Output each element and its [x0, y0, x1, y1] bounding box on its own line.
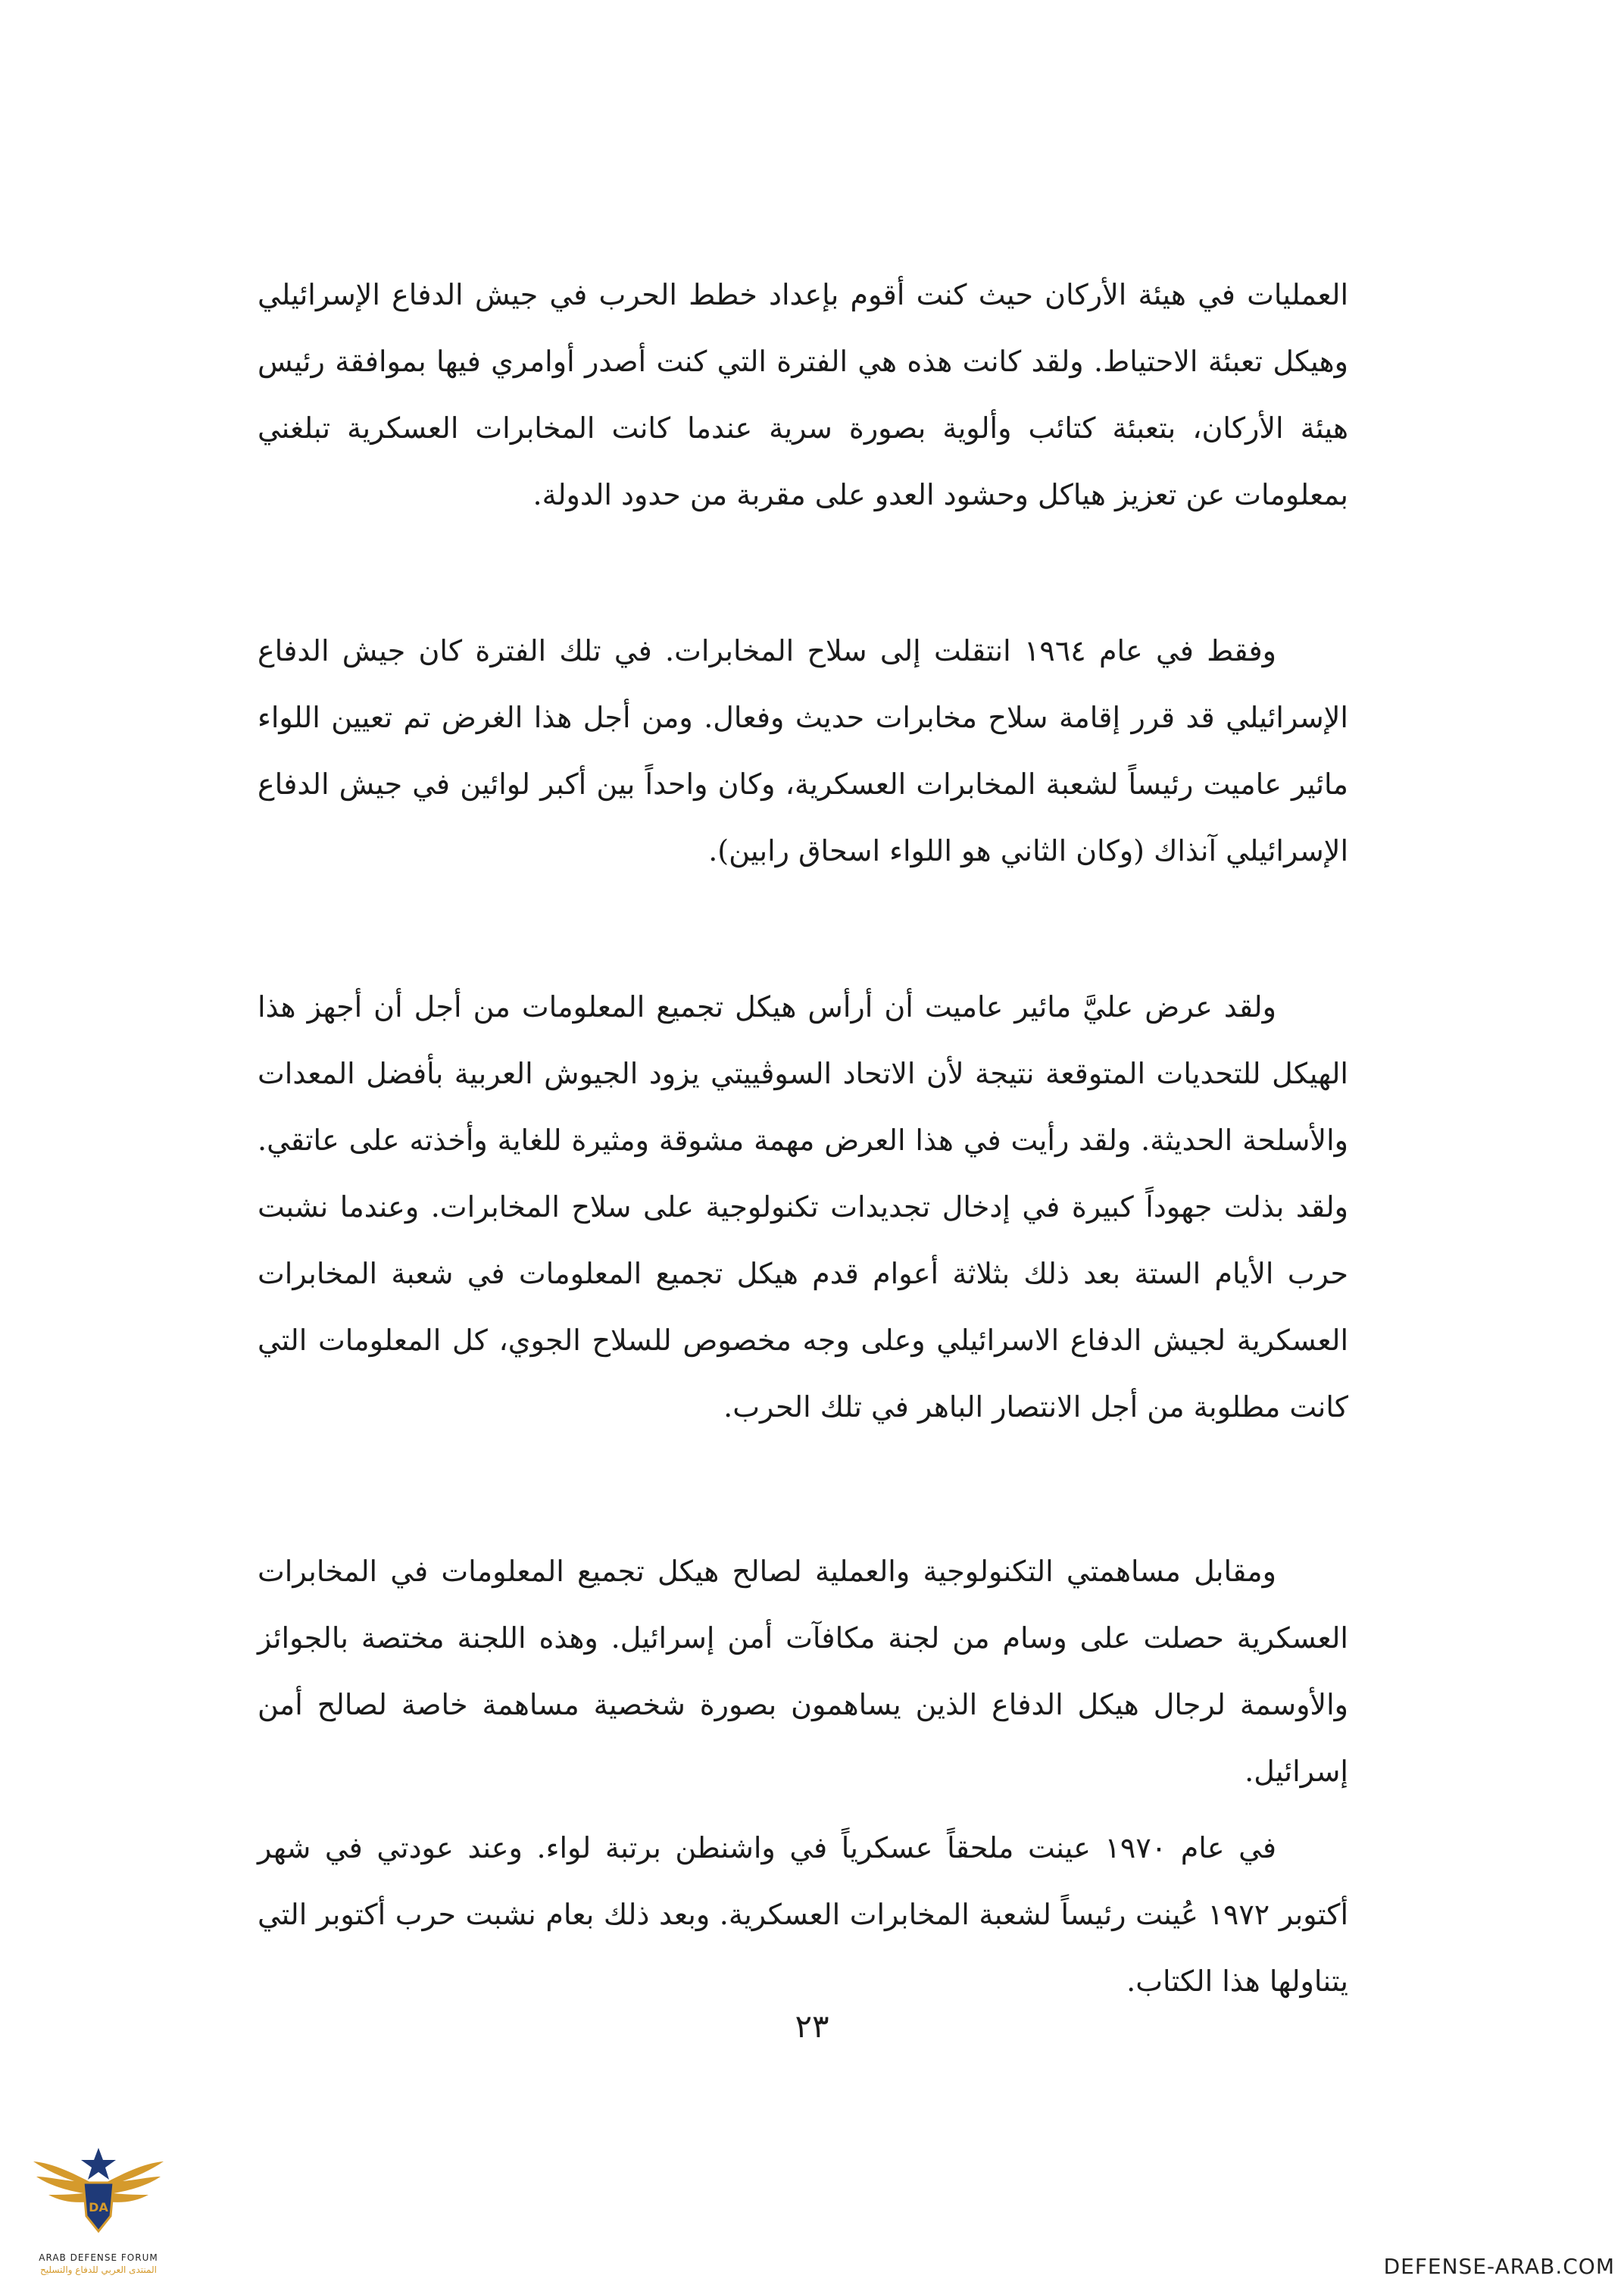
svg-text:DA: DA — [89, 2200, 108, 2214]
page-number: ٢٣ — [795, 2008, 829, 2045]
paragraph-5 — [258, 1814, 1348, 2014]
winged-shield-icon — [30, 2133, 167, 2246]
paragraph-2-text: وفقط في عام ١٩٦٤ انتقلت إلى سلاح المخابرات. في تلك الفترة كان جيش الدفاع الإسرائيلي قد قرر إقامة سلاح مخابرات حديث وفعال. ومن أجل هذا الغرض تم تعيين اللواء مائير عاميت رئيساً لشعبة المخابرات العسكرية، وكان واحداً بين أكبر لوائين في جيش الدفاع الإسرائيلي آنذاك (وكان الثاني هو اللواء اسحاق رابين). — [258, 634, 1348, 867]
paragraph-3-text: ولقد عرض عليَّ مائير عاميت أن أرأس هيكل تجميع المعلومات من أجل أن أجهز هذا الهيكل للتحديات المتوقعة نتيجة لأن الاتحاد السوڤييتي يزود الجيوش العربية بأفضل المعدات والأسلحة الحديثة. ولقد رأيت في هذا العرض مهمة مشوقة ومثيرة للغاية وأخذته على عاتقي. ولقد بذلت جهوداً كبيرة في إدخال تجديدات تكنولوجية على سلاح المخابرات. وعندما نشبت حرب الأيام الستة بعد ذلك بثلاثة أعوام قدم هيكل تجميع المعلومات في شعبة المخابرات العسكرية لجيش الدفاع الاسرائيلي وعلى وجه مخصوص للسلاح الجوي، كل المعلومات التي كانت مطلوبة من أجل الانتصار الباهر في تلك الحرب. — [258, 990, 1348, 1424]
paragraph-5-text: في عام ١٩٧٠ عينت ملحقاً عسكرياً في واشنطن برتبة لواء. وعند عودتي في شهر أكتوبر ١٩٧٢ عُينت رئيساً لشعبة المخابرات العسكرية. وبعد ذلك بعام نشبت حرب أكتوبر التي يتناولها هذا الكتاب. — [258, 1831, 1348, 1998]
forum-logo — [30, 2133, 167, 2277]
paragraph-1 — [258, 261, 1348, 528]
paragraph-2 — [258, 617, 1348, 884]
paragraph-3 — [258, 974, 1348, 1440]
paragraph-4-text: ومقابل مساهمتي التكنولوجية والعملية لصالح هيكل تجميع المعلومات في المخابرات العسكرية حصلت على وسام من لجنة مكافآت أمن إسرائيل. وهذه اللجنة مختصة بالجوائز والأوسمة لرجال هيكل الدفاع الذين يساهمون بصورة شخصية مساهمة خاصة لصالح أمن إسرائيل. — [258, 1555, 1348, 1788]
logo-caption-ar: المنتدى العربي للدفاع والتسليح — [40, 2264, 157, 2275]
paragraph-1-text: العمليات في هيئة الأركان حيث كنت أقوم بإعداد خطط الحرب في جيش الدفاع الإسرائيلي وهيكل تعبئة الاحتياط. ولقد كانت هذه هي الفترة التي كنت أصدر أوامري فيها بموافقة رئيس هيئة الأركان، بتعبئة كتائب وألوية بصورة سرية عندما كانت المخابرات العسكرية تبلغني بمعلومات عن تعزيز هياكل وحشود العدو على مقربة من حدود الدولة. — [258, 278, 1348, 511]
site-watermark: DEFENSE-ARAB.COM — [1383, 2254, 1615, 2279]
paragraph-4 — [258, 1538, 1348, 1805]
logo-caption-en: ARAB DEFENSE FORUM — [39, 2252, 158, 2263]
